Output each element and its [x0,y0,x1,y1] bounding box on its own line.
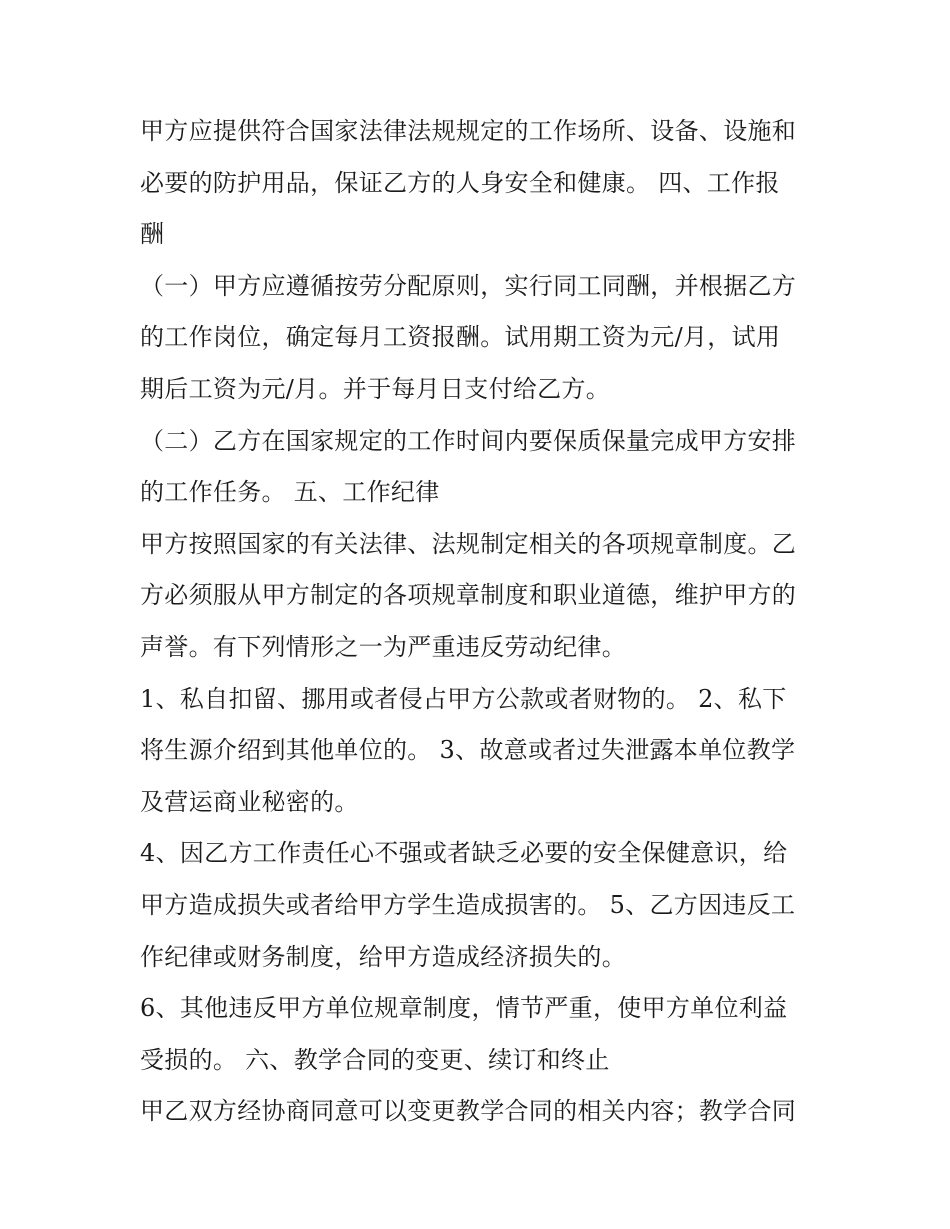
document-body [140,106,820,1138]
text-line: 期后工资为元/月。并于每月日支付给乙方。 [140,374,611,403]
text-line: 的工作任务。 五、工作纪律 [140,478,440,507]
text-line: 声誉。有下列情形之一为严重违反劳动纪律。 [140,632,626,661]
text-line: 的工作岗位，确定每月工资报酬。试用期工资为元/月，试用 [140,323,781,352]
text-line: 必要的防护用品，保证乙方的人身安全和健康。 四、工作报 [140,168,780,197]
text-line: （一）甲方应遵循按劳分配原则，实行同工同酬，并根据乙方 [140,271,797,300]
text-line: （二）乙方在国家规定的工作时间内要保质保量完成甲方安排 [140,426,797,455]
text-line: 4、因乙方工作责任心不强或者缺乏必要的安全保健意识，给 [140,839,788,868]
text-line: 受损的。 六、教学合同的变更、续订和终止 [140,1045,610,1074]
text-line: 甲方按照国家的有关法律、法规制定相关的各项规章制度。乙 [140,529,797,558]
text-line: 及营运商业秘密的。 [140,787,359,816]
text-line: 甲方应提供符合国家法律法规规定的工作场所、设备、设施和 [140,117,797,145]
text-line: 酬 [140,220,165,249]
text-line: 作纪律或财务制度，给甲方造成经济损失的。 [140,942,626,971]
text-line: 方必须服从甲方制定的各项规章制度和职业道德，维护甲方的 [140,581,797,610]
text-line: 6、其他违反甲方单位规章制度，情节严重，使甲方单位利益 [140,994,788,1023]
text-line: 甲方造成损失或者给甲方学生造成损害的。 5、乙方因违反工 [140,890,796,919]
text-line: 甲乙双方经协商同意可以变更教学合同的相关内容；教学合同 [140,1097,797,1126]
text-line: 将生源介绍到其他单位的。 3、故意或者过失泄露本单位教学 [140,736,796,765]
text-line: 1、私自扣留、挪用或者侵占甲方公款或者财物的。 2、私下 [140,684,787,713]
